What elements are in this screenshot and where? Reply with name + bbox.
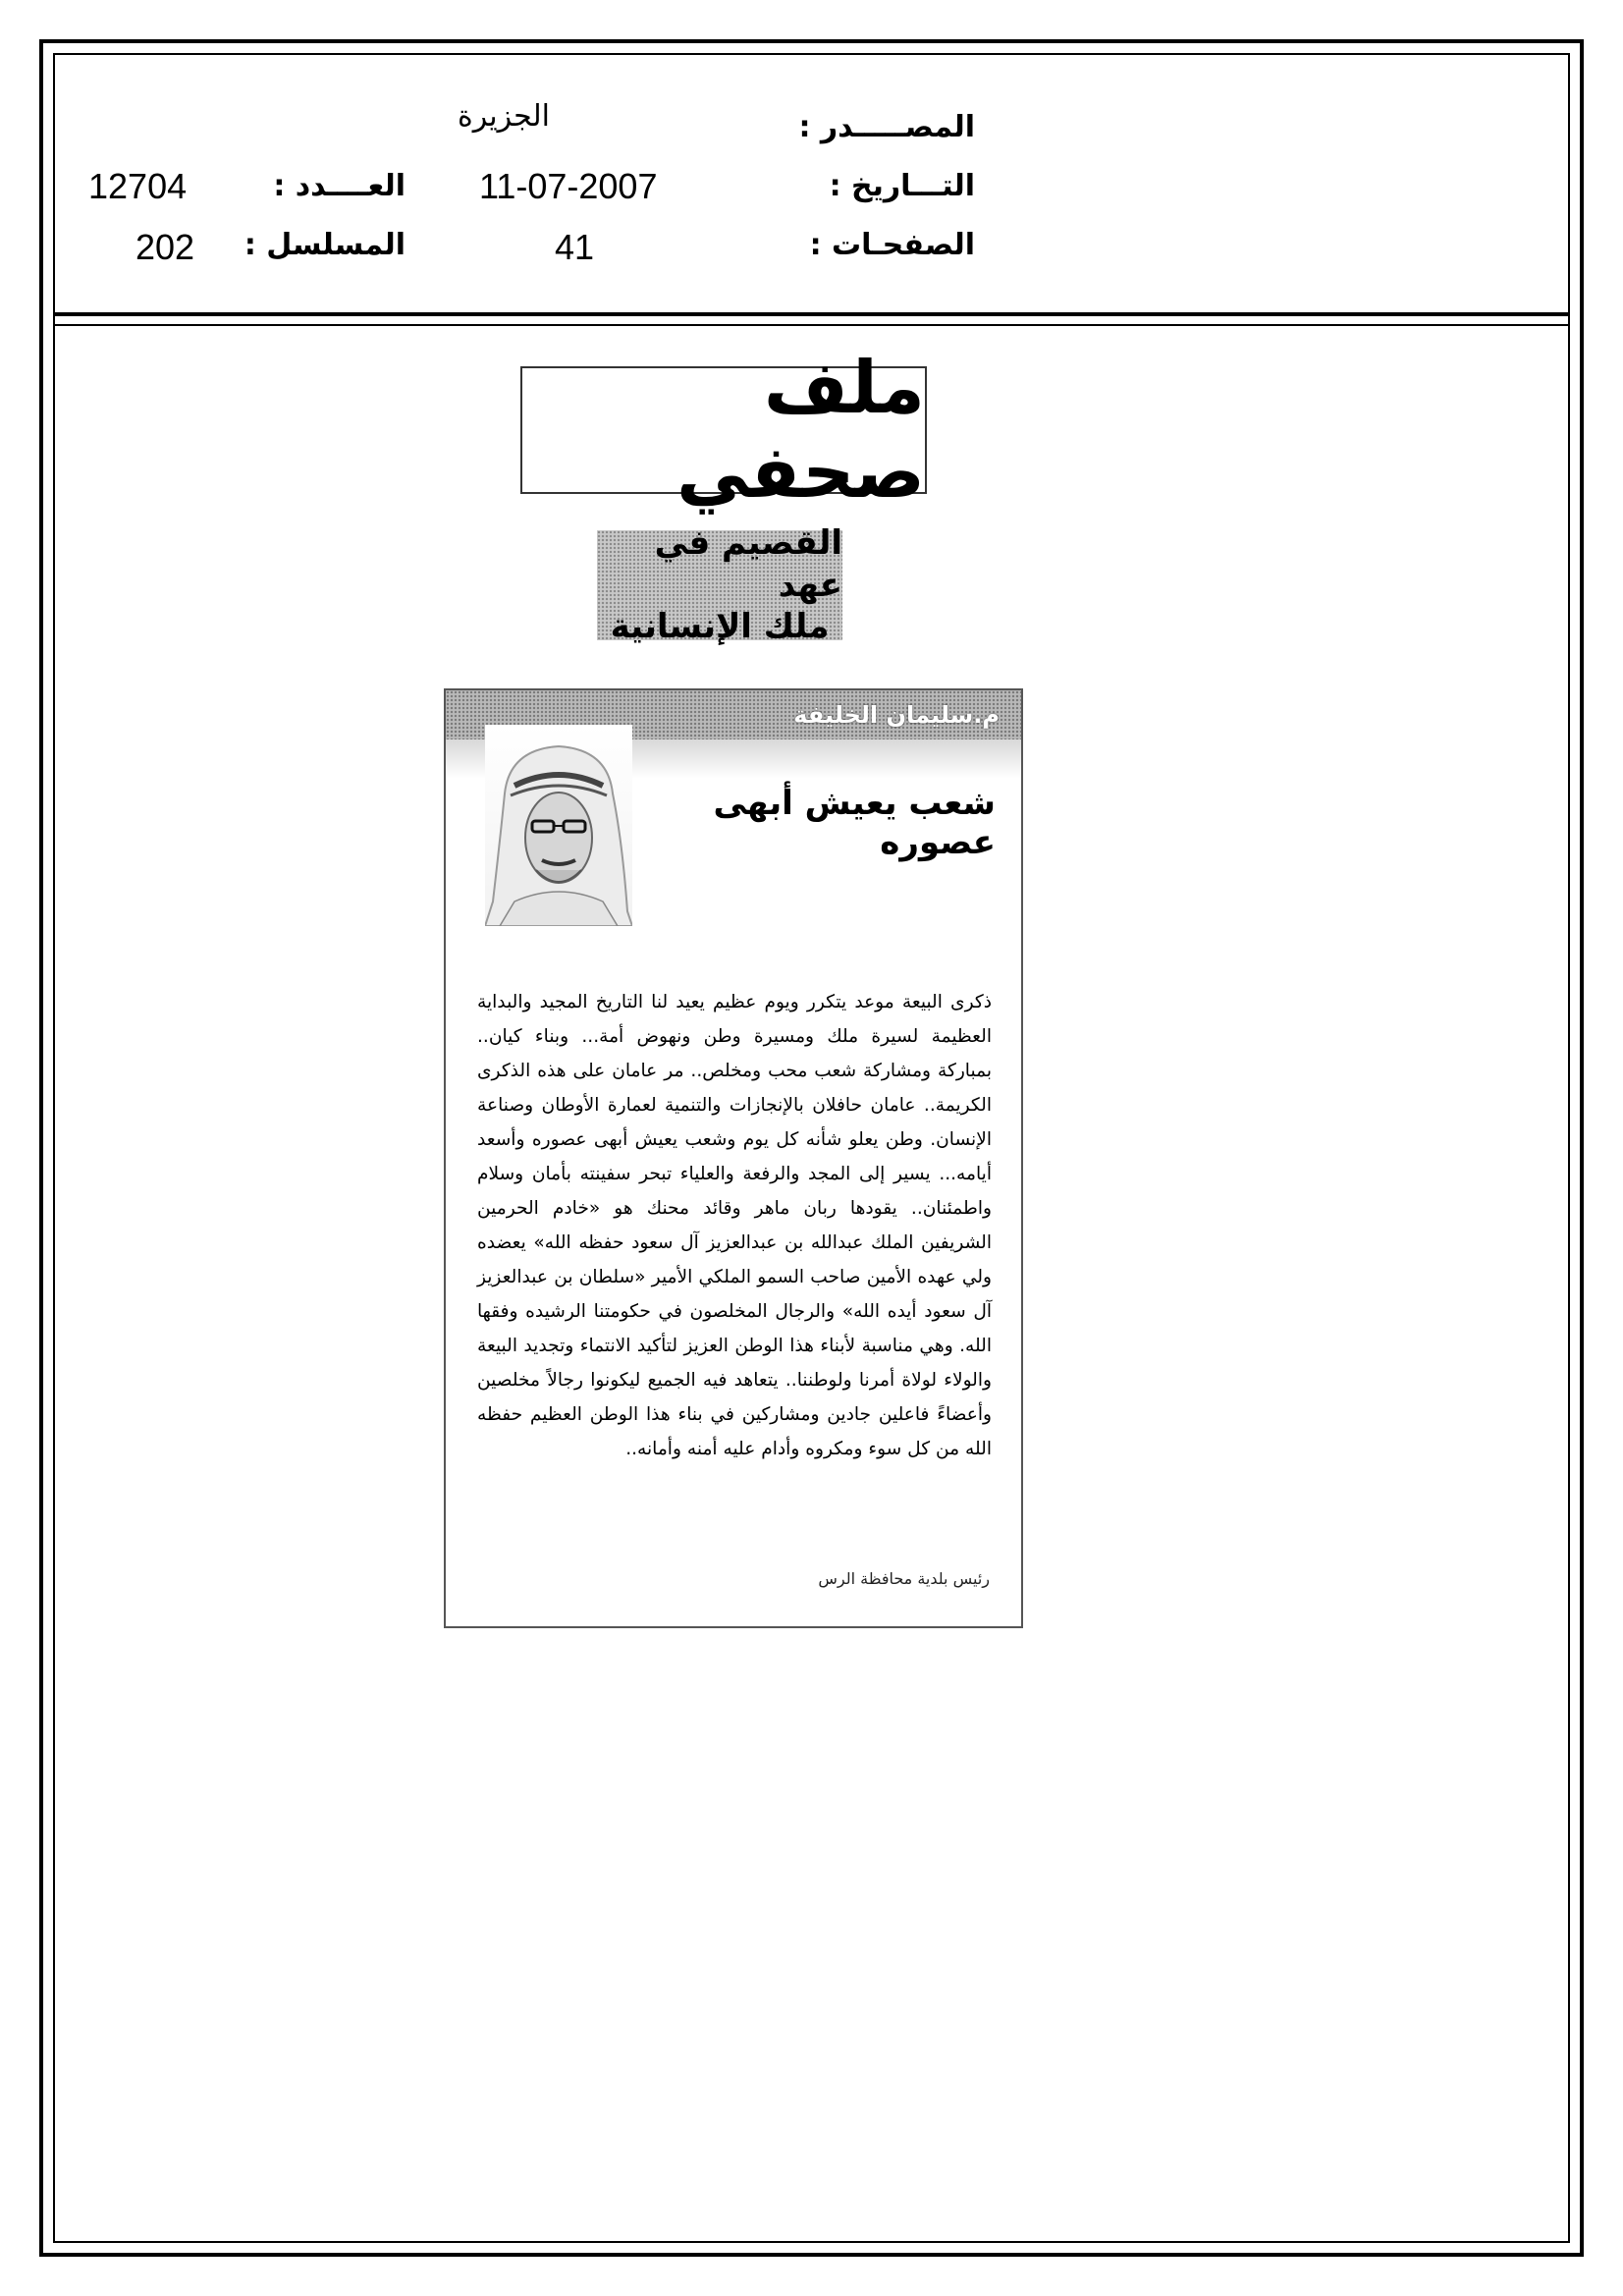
- issue-value: 12704: [88, 166, 188, 206]
- section-header: [597, 523, 842, 647]
- article-headline: شعب يعيش أبهى عصوره: [713, 784, 996, 862]
- date-value: 11-07-2007: [479, 166, 658, 206]
- issue-label: العــــدد :: [273, 169, 406, 203]
- serial-label: المسلسل :: [243, 228, 406, 262]
- article-author: م.سليمان الخليفة: [793, 701, 1000, 729]
- pages-label: الصفحـات :: [809, 228, 975, 262]
- source-label: المصـــــدر :: [798, 110, 975, 144]
- header-divider-bottom: [53, 324, 1570, 326]
- section-title-line2: ملك الإنسانية: [610, 607, 830, 647]
- author-photo: [485, 725, 632, 926]
- source-value: الجزيرة: [458, 99, 551, 134]
- article-signature: رئيس بلدية محافظة الرس: [818, 1569, 990, 1588]
- press-file-banner: [520, 346, 927, 515]
- banner-title: ملف صحفي: [676, 346, 925, 515]
- header-divider-top: [53, 312, 1570, 316]
- pages-value: 41: [555, 227, 595, 267]
- section-title-line1: القصيم في عهد: [654, 523, 842, 605]
- article-clipping: [444, 688, 1023, 1628]
- serial-value: 202: [135, 227, 195, 267]
- date-label: التـــاريخ :: [829, 169, 975, 203]
- article-body: ذكرى البيعة موعد يتكرر ويوم عظيم يعيد لنا التاريخ المجيد والبداية العظيمة لسيرة ملك ومسيرة وطن ونهوض أمة... وبناء كيان.. بمباركة ومشاركة شعب محب ومخلص.. مر عامان على هذه الذكرى الكريمة.. عامان حافلان بالإنجازات والتنمية لعمارة الأوطان وصناعة الإنسان. وطن يعلو شأنه كل يوم وشعب يعيش أبهى عصوره وأسعد أيامه... يسير إلى المجد والرفعة والعلياء تبحر سفينته بأمان وسلام واطمئنان.. يقودها ربان ماهر وقائد محنك هو «خادم الحرمين الشريفين الملك عبدالله بن عبدالعزيز آل سعود حفظه الله» يعضده ولي عهده الأمين صاحب السمو الملكي الأمير «سلطان بن عبدالعزيز آل سعود أيده الله» والرجال المخلصون في حكومتنا الرشيده وفقها الله. وهي مناسبة لأبناء هذا الوطن العزيز لتأكيد الانتماء وتجديد البيعة والولاء لولاة أمرنا ولوطننا.. يتعاهد فيه الجميع ليكونوا رجالاً مخلصين وأعضاءً فاعلين جادين ومشاركين في بناء هذا الوطن العظيم حفظه الله من كل سوء ومكروه وأدام عليه أمنه وأمانه..: [477, 992, 992, 1459]
